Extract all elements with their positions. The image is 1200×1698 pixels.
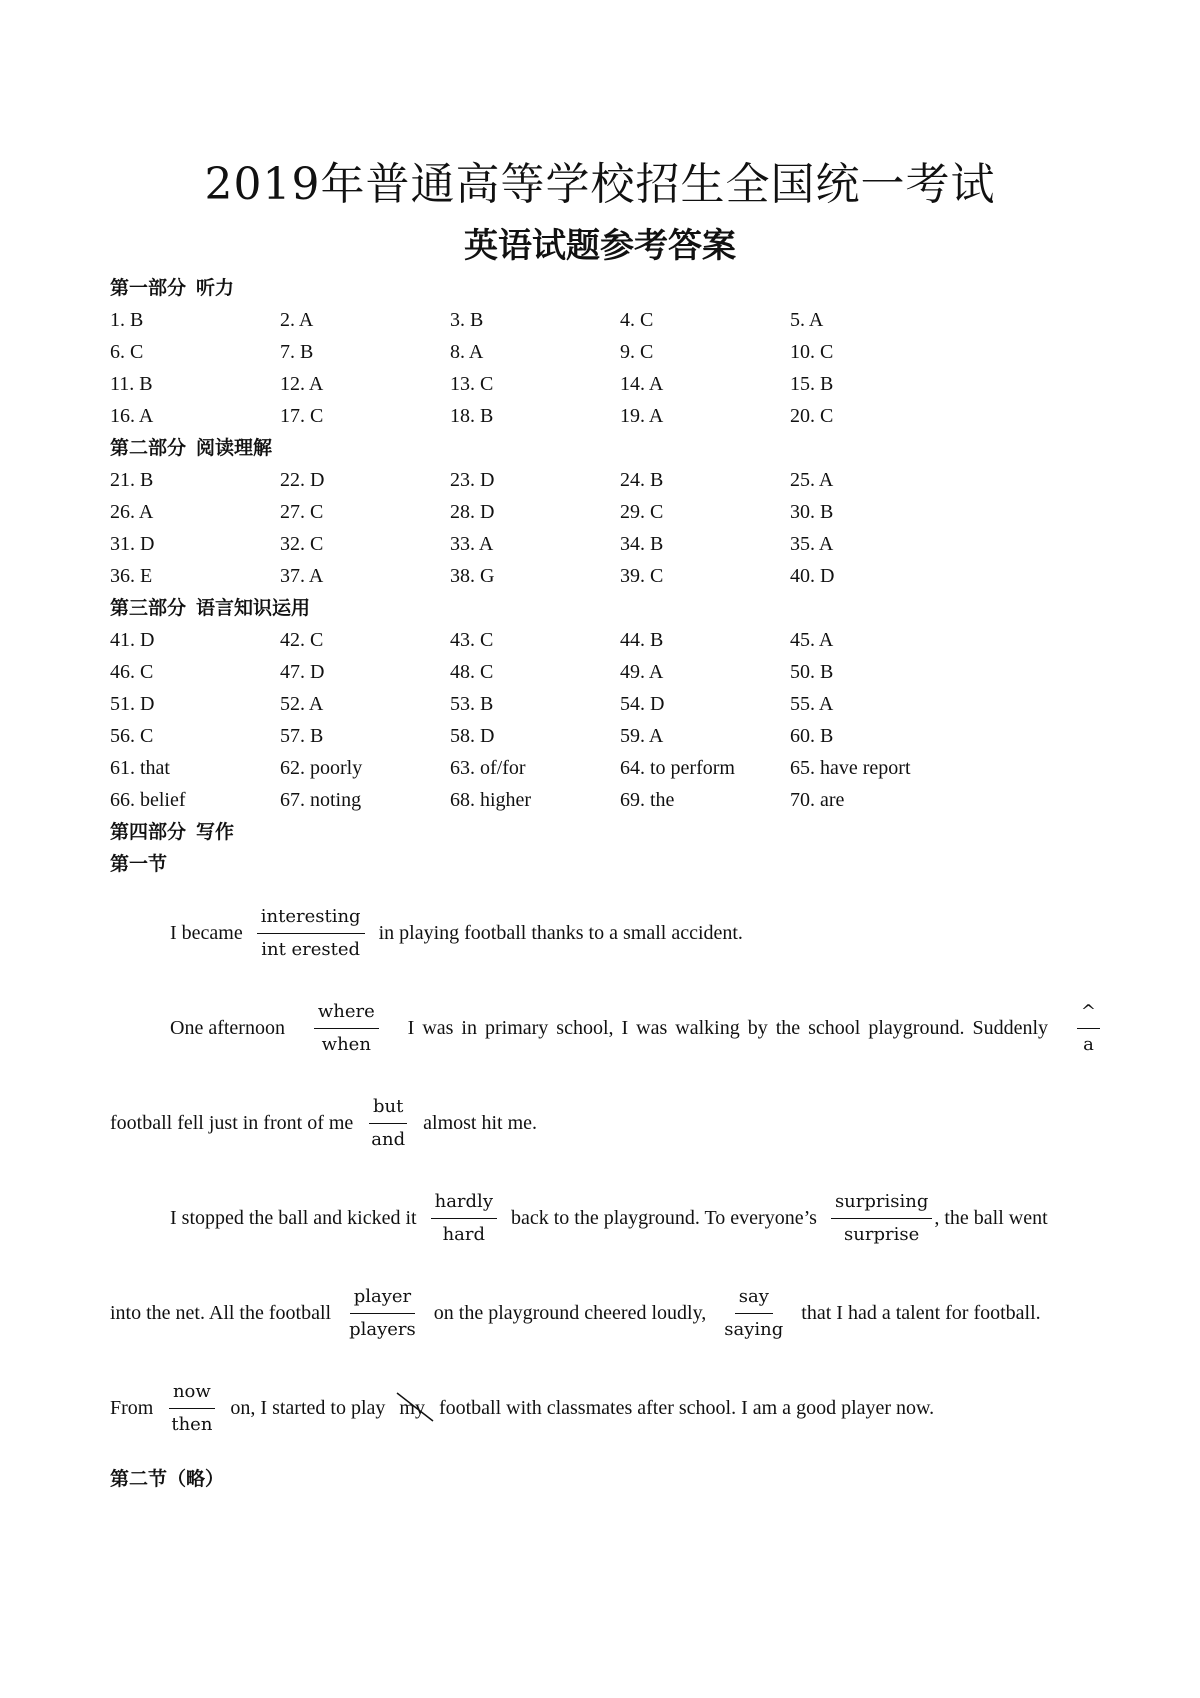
answer-item: 22. D (280, 469, 325, 491)
answer-item: 58. D (450, 725, 495, 747)
answer-item: 31. D (110, 533, 155, 555)
insertion-mark: $\frac{\^{}}{a}$ (1077, 1000, 1100, 1057)
answer-item: 66. belief (110, 789, 186, 811)
answer-item: 40. D (790, 565, 835, 587)
answer-item: 65. have report (790, 757, 911, 779)
essay-line-4: I stopped the ball and kicked it $\frac{\text{hardly}}{\text{hard}}$ back to the playground. To everyone’s $\frac{\text{surprising}}{\text{surprise}}$ , the ball went (170, 1191, 1048, 1245)
answer-item: 64. to perform (620, 757, 735, 779)
answer-row (110, 752, 1110, 784)
answer-item: 12. A (280, 373, 324, 395)
part1-heading: 第一部分 听力 (110, 277, 235, 299)
answer-row (110, 368, 1110, 400)
answer-item: 45. A (790, 629, 834, 651)
correction-mark: $\frac{\text{now}}{\text{then}}$ (167, 1380, 216, 1437)
answer-item: 67. noting (280, 789, 362, 811)
correction-mark: $\frac{\text{where}}{\text{when}}$ (314, 1000, 379, 1057)
answer-row (110, 304, 1110, 336)
answer-item: 53. B (450, 693, 494, 715)
answer-item: 35. A (790, 533, 834, 555)
deletion-mark: my (399, 1397, 425, 1420)
answer-item: 41. D (110, 629, 155, 651)
part2-answers (110, 464, 1110, 592)
answer-item: 48. C (450, 661, 494, 683)
answer-item: 10. C (790, 341, 834, 363)
answer-item: 60. B (790, 725, 834, 747)
essay-line-5: into the net. All the football $\frac{\text{player}}{\text{players}}$ on the playground cheered loudly, $\frac{\text{say}}{\text{saying}}$ that I had a talent for football. (110, 1286, 1041, 1340)
section2-heading: 第二节（略） (110, 1468, 225, 1490)
answer-item: 49. A (620, 661, 664, 683)
answer-item: 32. C (280, 533, 324, 555)
answer-row (110, 400, 1110, 432)
strike-icon (395, 1391, 437, 1425)
correction-mark: $\frac{\text{surprising}}{\text{surprise}}$ (831, 1190, 932, 1247)
answer-item: 7. B (280, 341, 314, 363)
answer-item: 16. A (110, 405, 154, 427)
answer-item: 33. A (450, 533, 494, 555)
answer-item: 56. C (110, 725, 154, 747)
answer-item: 5. A (790, 309, 824, 331)
correction-mark: $\frac{\text{but}}{\text{and}}$ (367, 1095, 409, 1152)
answer-item: 17. C (280, 405, 324, 427)
answer-row (110, 560, 1110, 592)
correction-mark: $\frac{\text{interesting}}{\text{int erested}}$ (257, 905, 365, 962)
answer-item: 3. B (450, 309, 484, 331)
answer-item: 63. of/for (450, 757, 526, 779)
answer-row (110, 656, 1110, 688)
answer-item: 57. B (280, 725, 324, 747)
answer-item: 50. B (790, 661, 834, 683)
answer-item: 27. C (280, 501, 324, 523)
answer-item: 51. D (110, 693, 155, 715)
answer-item: 4. C (620, 309, 654, 331)
answer-item: 39. C (620, 565, 664, 587)
answer-item: 55. A (790, 693, 834, 715)
answer-item: 43. C (450, 629, 494, 651)
part3-heading: 第三部分 语言知识运用 (110, 597, 311, 619)
part4-heading: 第四部分 写作 (110, 821, 235, 843)
answer-item: 30. B (790, 501, 834, 523)
answer-item: 62. poorly (280, 757, 363, 779)
answer-item: 54. D (620, 693, 665, 715)
essay-line-6: From $\frac{\text{now}}{\text{then}}$ on, I started to play my football with classmates after school. I am a good player now. (110, 1381, 935, 1435)
answer-item: 36. E (110, 565, 153, 587)
answer-item: 28. D (450, 501, 495, 523)
answer-item: 25. A (790, 469, 834, 491)
answer-row (110, 464, 1110, 496)
answer-item: 19. A (620, 405, 664, 427)
answer-item: 59. A (620, 725, 664, 747)
answer-item: 13. C (450, 373, 494, 395)
answer-row (110, 784, 1110, 816)
answer-item: 26. A (110, 501, 154, 523)
answer-item: 21. B (110, 469, 154, 491)
answer-item: 68. higher (450, 789, 532, 811)
correction-mark: $\frac{\text{say}}{\text{saying}}$ (724, 1286, 784, 1340)
answer-item: 15. B (790, 373, 834, 395)
answer-row (110, 624, 1110, 656)
part2-heading: 第二部分 阅读理解 (110, 437, 273, 459)
essay-line-1: I became $\frac{\text{interesting}}{\text{int erested}}$ in playing football thanks to a small accident. (170, 906, 743, 960)
answer-item: 18. B (450, 405, 494, 427)
answer-item: 52. A (280, 693, 324, 715)
answer-item: 23. D (450, 469, 495, 491)
answer-item: 70. are (790, 789, 845, 811)
document-title: 2019年普通高等学校招生全国统一考试 (204, 159, 996, 210)
section1-heading: 第一节 (110, 853, 168, 875)
answer-item: 37. A (280, 565, 324, 587)
correction-mark: $\frac{\text{hardly}}{\text{hard}}$ (431, 1190, 497, 1247)
answer-item: 14. A (620, 373, 664, 395)
answer-item: 34. B (620, 533, 664, 555)
answer-item: 38. G (450, 565, 495, 587)
answer-item: 47. D (280, 661, 325, 683)
document-subtitle: 英语试题参考答案 (464, 226, 736, 266)
answer-row (110, 528, 1110, 560)
answer-item: 8. A (450, 341, 484, 363)
answer-item: 69. the (620, 789, 675, 811)
correction-essay (110, 886, 1110, 1456)
answer-item: 61. that (110, 757, 170, 779)
answer-item: 1. B (110, 309, 144, 331)
answer-item: 6. C (110, 341, 144, 363)
answer-row (110, 720, 1110, 752)
answer-item: 29. C (620, 501, 664, 523)
essay-line-3: football fell just in front of me $\frac{\text{but}}{\text{and}}$ almost hit me. (110, 1096, 538, 1150)
answer-row (110, 336, 1110, 368)
part1-answers (110, 304, 1110, 432)
answer-item: 2. A (280, 309, 314, 331)
answer-row (110, 688, 1110, 720)
answer-item: 46. C (110, 661, 154, 683)
correction-mark: $\frac{\text{player}}{\text{players}}$ (349, 1286, 416, 1340)
answer-item: 42. C (280, 629, 324, 651)
answer-content (110, 272, 1110, 1491)
answer-item: 11. B (110, 373, 153, 395)
answer-row (110, 496, 1110, 528)
part3-answers (110, 624, 1110, 816)
answer-item: 9. C (620, 341, 654, 363)
answer-item: 24. B (620, 469, 664, 491)
answer-item: 44. B (620, 629, 664, 651)
answer-item: 20. C (790, 405, 834, 427)
essay-line-2: One afternoon $\frac{\text{where}}{\text{when}}$ I was in primary school, I was walking by the school playground. Suddenly $\frac{\^{}}{a}$ (110, 981, 1100, 1076)
